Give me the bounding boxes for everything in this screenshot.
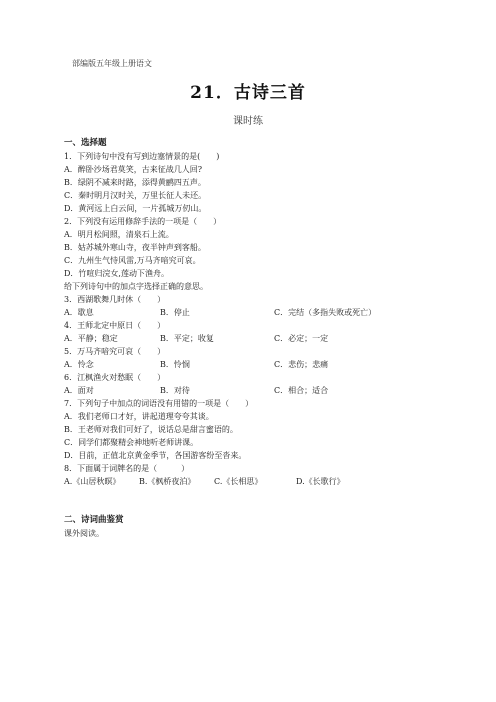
question-2-option-d: D．竹喧归浣女,莲动下渔舟。 bbox=[64, 269, 169, 278]
question-2-option-a: A．明月松间照，清泉石上流。 bbox=[64, 230, 174, 239]
question-4-option-b: B．平定；收复 bbox=[160, 334, 214, 343]
question-4-stem: 4．王师北定中原日（ ） bbox=[64, 321, 166, 330]
question-1-option-a: A．醉卧沙场君莫笑，古来征战几人回? bbox=[64, 165, 203, 174]
question-5-options bbox=[64, 358, 444, 371]
question-7-option-a: A．我们老师口才好，讲起道理夸夸其谈。 bbox=[64, 412, 214, 421]
question-2-stem: 2．下列没有运用修辞手法的一项是（ ） bbox=[64, 217, 222, 226]
question-2-option-b: B．姑苏城外寒山寺，夜半钟声到客船。 bbox=[64, 243, 206, 252]
question-8-option-a: A.《山居秋暝》 bbox=[64, 477, 121, 486]
question-4-option-c: C．必定；一定 bbox=[274, 334, 329, 343]
question-3-option-c: C．完结（多指失败或死亡） bbox=[274, 308, 377, 317]
question-7-option-d: D．目前，正值北京黄金季节，各国游客纷至沓来。 bbox=[64, 451, 247, 460]
question-1-option-d: D．黄河远上白云间，一片孤城万仞山。 bbox=[64, 204, 207, 213]
question-6-option-a: A．面对 bbox=[64, 386, 94, 395]
question-6-options bbox=[64, 384, 444, 397]
question-5-option-a: A．怜念 bbox=[64, 360, 94, 369]
question-6-stem: 6．江枫渔火对愁眠（ ） bbox=[64, 373, 166, 382]
question-5-option-c: C．悲伤；悲痛 bbox=[274, 360, 329, 369]
section-heading-appreciation: 二、诗词曲鉴赏 bbox=[64, 515, 124, 525]
question-7-stem: 7．下列句子中加点的词语没有用错的一项是（ ） bbox=[64, 399, 254, 408]
question-3-stem: 3．西湖歌舞几时休（ ） bbox=[64, 295, 166, 304]
question-4-options bbox=[64, 332, 444, 345]
section-heading-choice: 一、选择题 bbox=[64, 138, 107, 148]
question-1-option-b: B．绿阴不减来时路，添得黄鹂四五声。 bbox=[64, 178, 206, 187]
question-8-options bbox=[64, 475, 444, 488]
question-8-stem: 8．下面属于词牌名的是（ ） bbox=[64, 464, 190, 473]
question-5-option-b: B．怜悯 bbox=[160, 360, 190, 369]
section-spacer bbox=[64, 488, 444, 514]
section-2-note: 课外阅读。 bbox=[64, 529, 104, 538]
question-6-option-b: B．对待 bbox=[160, 386, 190, 395]
question-7-option-c: C．同学们都聚精会神地听老师讲课。 bbox=[64, 438, 199, 447]
question-2-option-c: C．九州生气恃风雷,万马齐喑究可哀。 bbox=[64, 256, 201, 265]
textbook-header: 部编版五年级上册语文 bbox=[72, 59, 152, 68]
question-7-option-b: B．王老师对我们可好了，说话总是甜言蜜语的。 bbox=[64, 425, 238, 434]
question-5-stem: 5．万马齐喑究可哀（ ） bbox=[64, 347, 166, 356]
question-1-stem: 1．下列诗句中没有写到边塞情景的是( ) bbox=[64, 152, 220, 161]
question-3-option-a: A．歇息 bbox=[64, 308, 94, 317]
question-3-options bbox=[64, 306, 444, 319]
question-1-option-c: C．秦时明月汉时关，万里长征人未还。 bbox=[64, 191, 207, 200]
instruction-text: 给下列诗句中的加点字选择正确的意思。 bbox=[64, 282, 208, 291]
question-4-option-a: A．平静；稳定 bbox=[64, 334, 118, 343]
lesson-title: 21．古诗三首 bbox=[190, 83, 306, 103]
question-3-option-b: B．停止 bbox=[160, 308, 190, 317]
question-8-option-b: B.《枫桥夜泊》 bbox=[139, 477, 196, 486]
question-8-option-d: D.《长歌行》 bbox=[296, 477, 345, 486]
question-6-option-c: C．相合；适合 bbox=[274, 386, 329, 395]
exercise-content bbox=[64, 137, 444, 540]
question-8-option-c: C.《长相思》 bbox=[214, 477, 263, 486]
lesson-subtitle: 课时练 bbox=[233, 116, 263, 127]
